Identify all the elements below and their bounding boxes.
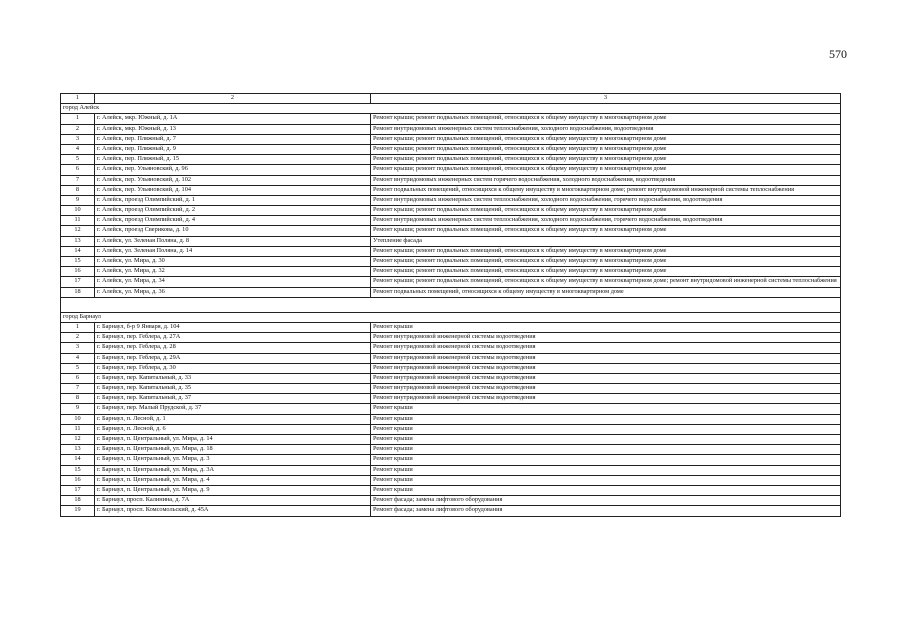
row-number: 7: [61, 384, 95, 394]
row-work: Ремонт крыши: [371, 455, 841, 465]
row-address: г. Алейск, проезд Сверикова, д. 10: [95, 226, 371, 236]
row-work: Ремонт крыши; ремонт подвальных помещений, относящихся к общему имуществу в многоквартирном доме: [371, 114, 841, 124]
row-work: Ремонт крыши; ремонт подвальных помещений, относящихся к общему имуществу в многоквартирном доме; ремонт внутридомовой инженерной системы теплоснабжения: [371, 277, 841, 287]
table-row: [61, 485, 841, 495]
row-address: г. Барнаул, б-р 9 Января, д. 104: [95, 322, 371, 332]
row-address: г. Алейск, пер. Ульяновский, д. 104: [95, 185, 371, 195]
table-row: [61, 435, 841, 445]
row-work: Ремонт внутридомовой инженерной системы водоотведения: [371, 353, 841, 363]
row-work: Ремонт внутридомовых инженерных систем горячего водоснабжения, холодного водоснабжения, водоотведения: [371, 175, 841, 185]
row-number: 3: [61, 343, 95, 353]
row-number: 1: [61, 114, 95, 124]
row-number: 19: [61, 506, 95, 516]
table-row: [61, 496, 841, 506]
row-address: г. Барнаул, просп. Комсомольский, д. 45А: [95, 506, 371, 516]
row-work: Ремонт внутридомовой инженерной системы водоотведения: [371, 394, 841, 404]
row-address: г. Барнаул, п. Центральный, ул. Мира, д. 3А: [95, 465, 371, 475]
row-work: Ремонт внутридомовой инженерной системы водоотведения: [371, 333, 841, 343]
row-work: Ремонт крыши; ремонт подвальных помещений, относящихся к общему имуществу в многоквартирном доме: [371, 246, 841, 256]
city-name: город Алейск: [61, 104, 841, 114]
row-number: 18: [61, 287, 95, 297]
row-work: Ремонт крыши; ремонт подвальных помещений, относящихся к общему имуществу в многоквартирном доме: [371, 144, 841, 154]
row-work: Ремонт внутридомовых инженерных систем теплоснабжения, холодного водоснабжения, горячего водоснабжения, водоотведения: [371, 195, 841, 205]
table-row: [61, 216, 841, 226]
row-work: Ремонт внутридомовой инженерной системы водоотведения: [371, 373, 841, 383]
row-work: Утепление фасада: [371, 236, 841, 246]
row-address: г. Барнаул, пер. Капитальный, д. 33: [95, 373, 371, 383]
row-address: г. Алейск, ул. Зеленая Поляна, д. 8: [95, 236, 371, 246]
row-number: 4: [61, 144, 95, 154]
table-row: [61, 475, 841, 485]
row-address: г. Барнаул, пер. Геблера, д. 30: [95, 363, 371, 373]
section-spacer: [61, 297, 841, 312]
row-work: Ремонт внутридомовой инженерной системы водоотведения: [371, 363, 841, 373]
table-row: [61, 185, 841, 195]
table-row: [61, 414, 841, 424]
table-row: [61, 124, 841, 134]
row-number: 16: [61, 475, 95, 485]
row-address: г. Алейск, проезд Олимпийский, д. 1: [95, 195, 371, 205]
row-address: г. Барнаул, пер. Геблера, д. 27А: [95, 333, 371, 343]
row-work: Ремонт крыши; ремонт подвальных помещений, относящихся к общему имуществу в многоквартирном доме: [371, 267, 841, 277]
row-address: г. Алейск, проезд Олимпийский, д. 2: [95, 206, 371, 216]
row-work: Ремонт крыши: [371, 414, 841, 424]
table-row: [61, 277, 841, 287]
row-address: г. Барнаул, п. Центральный, ул. Мира, д. 3: [95, 455, 371, 465]
table-row: [61, 226, 841, 236]
row-address: г. Барнаул, пер. Капитальный, д. 35: [95, 384, 371, 394]
row-number: 11: [61, 216, 95, 226]
row-number: 12: [61, 226, 95, 236]
row-number: 15: [61, 465, 95, 475]
table-row: [61, 165, 841, 175]
row-number: 5: [61, 363, 95, 373]
row-work: Ремонт крыши; ремонт подвальных помещений, относящихся к общему имуществу в многоквартирном доме: [371, 206, 841, 216]
city-section-row: [61, 312, 841, 322]
row-address: г. Барнаул, п. Центральный, ул. Мира, д. 14: [95, 435, 371, 445]
row-address: г. Алейск, ул. Мира, д. 34: [95, 277, 371, 287]
row-address: г. Алейск, ул. Мира, д. 32: [95, 267, 371, 277]
table-row: [61, 394, 841, 404]
row-address: г. Алейск, пер. Ульяновский, д. 102: [95, 175, 371, 185]
city-section-row: [61, 104, 841, 114]
row-number: 14: [61, 455, 95, 465]
table-row: [61, 236, 841, 246]
row-number: 6: [61, 373, 95, 383]
row-address: г. Алейск, мкр. Южный, д. 1А: [95, 114, 371, 124]
row-address: г. Алейск, проезд Олимпийский, д. 4: [95, 216, 371, 226]
row-address: г. Алейск, пер. Пляжный, д. 7: [95, 134, 371, 144]
row-number: 11: [61, 424, 95, 434]
row-number: 6: [61, 165, 95, 175]
row-number: 13: [61, 445, 95, 455]
table-row: [61, 175, 841, 185]
row-work: Ремонт крыши: [371, 435, 841, 445]
spacer-cell: [61, 297, 841, 312]
row-address: г. Барнаул, п. Лесной, д. 6: [95, 424, 371, 434]
row-address: г. Барнаул, п. Центральный, ул. Мира, д. 18: [95, 445, 371, 455]
row-number: 2: [61, 124, 95, 134]
row-work: Ремонт внутридомовой инженерной системы водоотведения: [371, 384, 841, 394]
row-work: Ремонт крыши: [371, 485, 841, 495]
row-work: Ремонт крыши; ремонт подвальных помещений, относящихся к общему имуществу в многоквартирном доме: [371, 165, 841, 175]
row-number: 15: [61, 257, 95, 267]
row-number: 1: [61, 322, 95, 332]
row-work: Ремонт крыши: [371, 424, 841, 434]
row-number: 10: [61, 414, 95, 424]
row-number: 17: [61, 277, 95, 287]
table-row: [61, 506, 841, 516]
row-address: г. Алейск, ул. Мира, д. 30: [95, 257, 371, 267]
row-address: г. Алейск, пер. Ульяновский, д. 96: [95, 165, 371, 175]
row-address: г. Барнаул, пер. Геблера, д. 28: [95, 343, 371, 353]
row-number: 9: [61, 404, 95, 414]
row-address: г. Барнаул, п. Лесной, д. 1: [95, 414, 371, 424]
row-number: 2: [61, 333, 95, 343]
table-row: [61, 363, 841, 373]
row-address: г. Барнаул, пер. Капитальный, д. 37: [95, 394, 371, 404]
row-number: 8: [61, 394, 95, 404]
row-work: Ремонт крыши: [371, 475, 841, 485]
table-row: [61, 206, 841, 216]
row-number: 14: [61, 246, 95, 256]
row-work: Ремонт крыши: [371, 322, 841, 332]
table-row: [61, 246, 841, 256]
table-row: [61, 322, 841, 332]
row-work: Ремонт внутридомовых инженерных систем теплоснабжения, холодного водоснабжения, водоотведения: [371, 124, 841, 134]
row-number: 9: [61, 195, 95, 205]
row-work: Ремонт крыши: [371, 465, 841, 475]
row-address: г. Алейск, мкр. Южный, д. 13: [95, 124, 371, 134]
table-row: [61, 384, 841, 394]
row-address: г. Алейск, ул. Мира, д. 36: [95, 287, 371, 297]
row-number: 17: [61, 485, 95, 495]
row-number: 3: [61, 134, 95, 144]
table-row: [61, 287, 841, 297]
works-table: [60, 93, 841, 517]
table-row: [61, 465, 841, 475]
table-row: [61, 134, 841, 144]
row-work: Ремонт фасада; замена лифтового оборудования: [371, 496, 841, 506]
row-address: г. Барнаул, п. Центральный, ул. Мира, д. 4: [95, 475, 371, 485]
table-row: [61, 144, 841, 154]
table-row: [61, 445, 841, 455]
table-row: [61, 155, 841, 165]
row-number: 18: [61, 496, 95, 506]
row-number: 12: [61, 435, 95, 445]
row-work: Ремонт крыши; ремонт подвальных помещений, относящихся к общему имуществу в многоквартирном доме: [371, 226, 841, 236]
table-row: [61, 343, 841, 353]
page-number: 570: [829, 47, 847, 61]
row-work: Ремонт внутридомовых инженерных систем теплоснабжения, холодного водоснабжения, горячего водоснабжения, водоотведения: [371, 216, 841, 226]
row-work: Ремонт подвальных помещений, относящихся к общему имуществу в многоквартирном доме: [371, 287, 841, 297]
row-work: Ремонт крыши; ремонт подвальных помещений, относящихся к общему имуществу в многоквартирном доме: [371, 257, 841, 267]
row-work: Ремонт подвальных помещений, относящихся к общему имуществу в многоквартирном доме; ремонт внутридомовой инженерной системы теплоснабжения: [371, 185, 841, 195]
table-row: [61, 114, 841, 124]
row-address: г. Алейск, ул. Зеленая Поляна, д. 14: [95, 246, 371, 256]
row-work: Ремонт крыши: [371, 404, 841, 414]
row-address: г. Барнаул, просп. Калинина, д. 7А: [95, 496, 371, 506]
row-address: г. Алейск, пер. Пляжный, д. 15: [95, 155, 371, 165]
row-number: 5: [61, 155, 95, 165]
row-number: 10: [61, 206, 95, 216]
row-work: Ремонт внутридомовой инженерной системы водоотведения: [371, 343, 841, 353]
table-row: [61, 424, 841, 434]
row-address: г. Алейск, пер. Пляжный, д. 9: [95, 144, 371, 154]
row-number: 16: [61, 267, 95, 277]
row-number: 4: [61, 353, 95, 363]
table-row: [61, 195, 841, 205]
table-row: [61, 353, 841, 363]
row-work: Ремонт крыши; ремонт подвальных помещений, относящихся к общему имуществу в многоквартирном доме: [371, 134, 841, 144]
table-row: [61, 455, 841, 465]
table-row: [61, 373, 841, 383]
row-work: Ремонт фасада; замена лифтового оборудования: [371, 506, 841, 516]
table-row: [61, 267, 841, 277]
table-row: [61, 257, 841, 267]
row-number: 13: [61, 236, 95, 246]
row-address: г. Барнаул, п. Центральный, ул. Мира, д. 9: [95, 485, 371, 495]
row-address: г. Барнаул, пер. Малый Прудской, д. 37: [95, 404, 371, 414]
header-col-3: 3: [371, 94, 841, 104]
row-work: Ремонт крыши: [371, 445, 841, 455]
table-header-row: [61, 94, 841, 104]
table-row: [61, 404, 841, 414]
city-name: город Барнаул: [61, 312, 841, 322]
row-work: Ремонт крыши; ремонт подвальных помещений, относящихся к общему имуществу в многоквартирном доме: [371, 155, 841, 165]
table-row: [61, 333, 841, 343]
header-col-1: 1: [61, 94, 95, 104]
row-number: 8: [61, 185, 95, 195]
row-address: г. Барнаул, пер. Геблера, д. 29А: [95, 353, 371, 363]
header-col-2: 2: [95, 94, 371, 104]
row-number: 7: [61, 175, 95, 185]
